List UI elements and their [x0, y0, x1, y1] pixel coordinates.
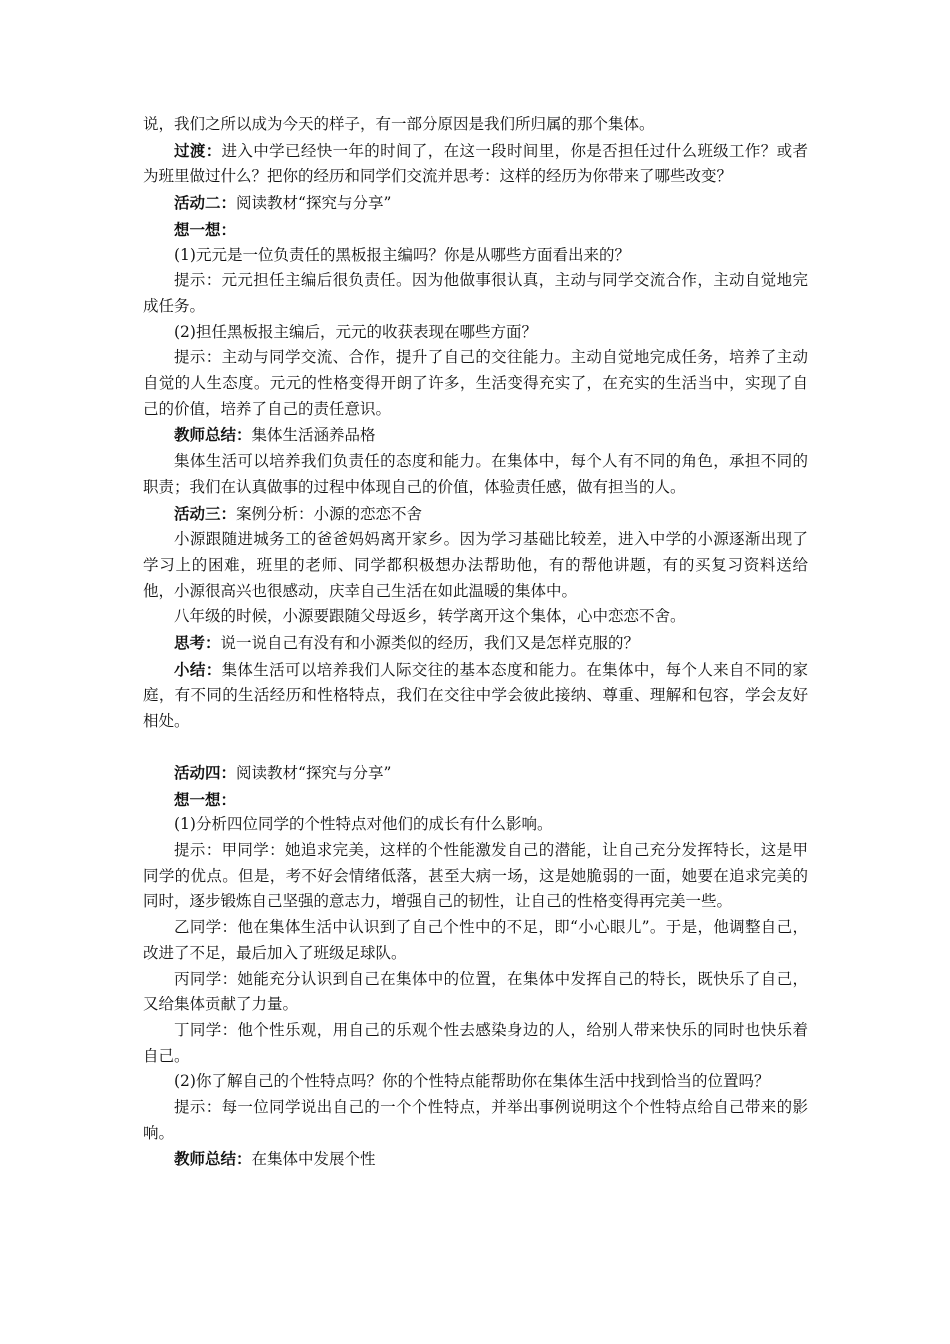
activity-label: 活动四：	[174, 762, 237, 782]
activity-text: 阅读教材“探究与分享”	[236, 763, 392, 782]
question-paragraph: (2)你了解自己的个性特点吗？你的个性特点能帮助你在集体生活中找到恰当的位置吗？	[174, 1072, 770, 1091]
think-heading: 想一想：	[174, 789, 237, 809]
summary-label: 教师总结：	[174, 425, 252, 445]
hint-paragraph: 提示：每一位同学说出自己的一个个性特点，并举出事例说明这个个性特点给自己带来的影响。	[143, 1098, 808, 1142]
student-paragraph: 乙同学：他在集体生活中认识到了自己个性中的不足，即“小心眼儿”。于是，他调整自己，改进了不足，最后加入了班级足球队。	[143, 918, 808, 962]
activity-label: 活动二：	[174, 193, 237, 213]
question-paragraph: (1)元元是一位负责任的黑板报主编吗？你是从哪些方面看出来的？	[174, 245, 630, 264]
paragraph: 集体生活可以培养我们负责任的态度和能力。在集体中，每个人有不同的角色，承担不同的职责；我们在认真做事的过程中体现自己的价值，体验责任感，做有担当的人。	[143, 452, 808, 496]
question-paragraph: (2)担任黑板报主编后，元元的收获表现在哪些方面？	[174, 322, 537, 341]
activity-four-heading	[143, 760, 808, 787]
think-text: 说一说自己有没有和小源类似的经历，我们又是怎样克服的？	[220, 634, 640, 653]
conclusion-text: 集体生活可以培养我们人际交往的基本态度和能力。在集体中，每个人来自不同的家庭，有不同的生活经历和性格特点，我们在交往中学会彼此接纳、尊重、理解和包容，学会友好相处。	[143, 660, 808, 731]
activity-text: 案例分析：小源的恋恋不舍	[236, 504, 423, 523]
summary-text: 在集体中发展个性	[251, 1150, 376, 1169]
think-paragraph	[143, 630, 808, 657]
section-gap	[143, 735, 808, 760]
hint-paragraph: 提示：元元担任主编后很负责任。因为他做事很认真，主动与同学交流合作，主动自觉地完成任务。	[143, 271, 808, 315]
transition-text: 进入中学已经快一年的时间了，在这一段时间里，你是否担任过什么班级工作？或者为班里做过什么？把你的经历和同学们交流并思考：这样的经历为你带来了哪些改变？	[143, 141, 808, 186]
transition-label: 过渡：	[174, 140, 222, 160]
conclusion-paragraph	[143, 657, 808, 735]
summary-label: 教师总结：	[174, 1149, 252, 1169]
summary-text: 集体生活涵养品格	[251, 426, 376, 445]
activity-two-heading	[143, 190, 808, 217]
activity-text: 阅读教材“探究与分享”	[236, 194, 392, 213]
student-paragraph: 丙同学：她能充分认识到自己在集体中的位置，在集体中发挥自己的特长，既快乐了自己，又给集体贡献了力量。	[143, 969, 808, 1014]
teacher-summary-heading	[143, 1146, 808, 1173]
activity-three-heading	[143, 501, 808, 528]
student-paragraph: 丁同学：他个性乐观，用自己的乐观个性去感染身边的人，给别人带来快乐的同时也快乐着自己。	[143, 1020, 808, 1065]
hint-paragraph: 提示：主动与同学交流、合作，提升了自己的交往能力。主动自觉地完成任务，培养了主动自觉的人生态度。元元的性格变得开朗了许多，生活变得充实了，在充实的生活当中，实现了自己的价值，培养了自己的责任意识。	[143, 348, 808, 418]
think-label: 思考：	[174, 633, 221, 653]
case-paragraph: 八年级的时候，小源要跟随父母返乡，转学离开这个集体，心中恋恋不舍。	[174, 607, 686, 626]
question-paragraph: (1)分析四位同学的个性特点对他们的成长有什么影响。	[174, 815, 553, 834]
think-heading: 想一想：	[174, 219, 237, 239]
teacher-summary-heading	[143, 422, 808, 449]
transition-paragraph	[143, 138, 808, 190]
case-paragraph: 小源跟随进城务工的爸爸妈妈离开家乡。因为学习基础比较差，进入中学的小源逐渐出现了学习上的困难，班里的老师、同学都积极想办法帮助他，有的帮他讲题，有的买复习资料送给他，小源很高兴也很感动，庆幸自己生活在如此温暖的集体中。	[143, 530, 808, 600]
paragraph: 说，我们之所以成为今天的样子，有一部分原因是我们所归属的那个集体。	[143, 115, 655, 133]
activity-label: 活动三：	[174, 503, 237, 523]
hint-paragraph: 提示：甲同学：她追求完美，这样的个性能激发自己的潜能，让自己充分发挥特长，这是甲同学的优点。但是，考不好会情绪低落，甚至大病一场，这是她脆弱的一面，她要在追求完美的同时，逐步锻炼自己坚强的意志力，增强自己的韧性，让自己的性格变得再完美一些。	[143, 840, 808, 911]
conclusion-label: 小结：	[174, 659, 222, 679]
